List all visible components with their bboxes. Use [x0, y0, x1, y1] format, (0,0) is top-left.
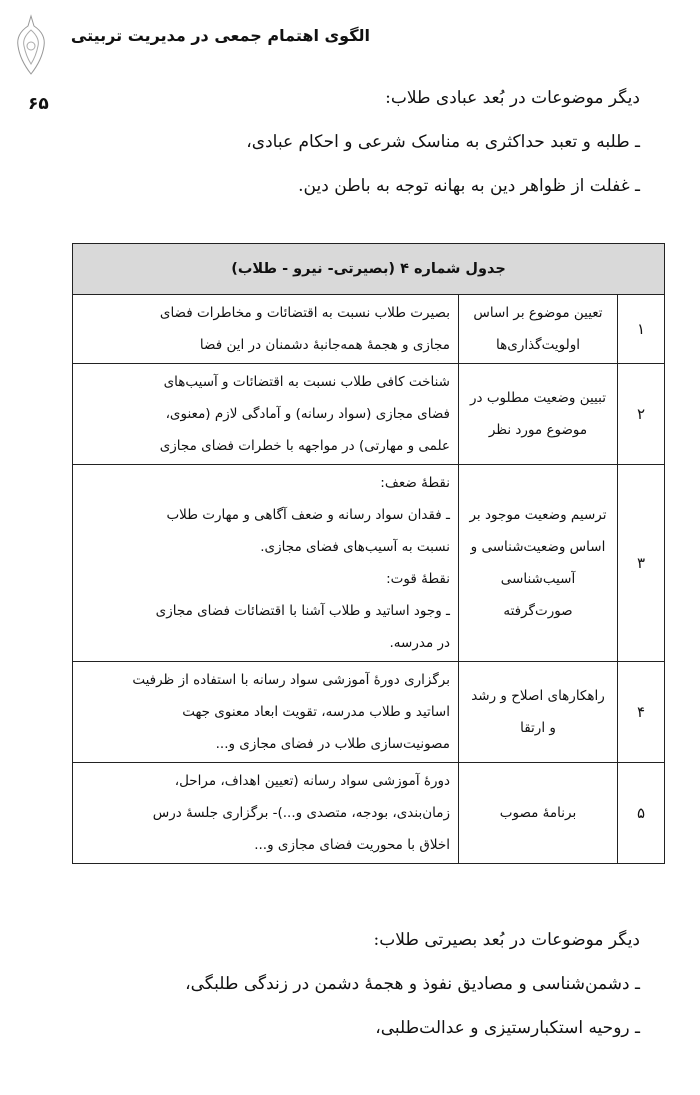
table-row: [73, 364, 665, 465]
description-line: ـ فقدان سواد رسانه و ضعف آگاهی و مهارت طلاب: [166, 507, 450, 523]
description-line: نقطهٔ قوت:: [386, 571, 450, 587]
description-line: اخلاق با محوریت فضای مجازی و...: [254, 837, 450, 853]
description-line: دورهٔ آموزشی سواد رسانه (تعیین اهداف، مراحل،: [174, 773, 450, 789]
topic-line: برنامهٔ مصوب: [499, 805, 577, 821]
row-description: [73, 364, 459, 465]
description-line: نقطهٔ ضعف:: [380, 475, 450, 491]
topic-line: موضوع مورد نظر: [488, 422, 588, 438]
topic-line: صورت‌گرفته: [503, 603, 573, 619]
intro-item: ـ غفلت از ظواهر دین به بهانه توجه به باطن دین.: [298, 176, 640, 196]
description-line: مجازی و هجمهٔ همه‌جانبهٔ دشمنان در این فضا: [199, 337, 450, 353]
outro-item: ـ دشمن‌شناسی و مصادیق نفوذ و هجمهٔ دشمن در زندگی طلبگی،: [185, 974, 640, 994]
table-row: [73, 763, 665, 864]
row-number: ۳: [618, 465, 665, 662]
description-line: ـ وجود اساتید و طلاب آشنا با اقتضائات فضای مجازی: [155, 603, 450, 619]
row-topic: [459, 465, 618, 662]
table-row: [73, 662, 665, 763]
page-number: ۶۵: [28, 94, 49, 114]
description-line: نسبت به آسیب‌های فضای مجازی.: [260, 539, 450, 555]
row-topic: [459, 662, 618, 763]
row-description: [73, 295, 459, 364]
row-topic: [459, 295, 618, 364]
topic-line: ترسیم وضعیت موجود بر: [469, 507, 607, 523]
topic-line: راهکارهای اصلاح و رشد: [471, 688, 605, 704]
description-line: برگزاری دورهٔ آموزشی سواد رسانه با استفاده از ظرفیت: [132, 672, 450, 688]
row-number: ۲: [618, 364, 665, 465]
row-topic: [459, 364, 618, 465]
topic-line: تبیین وضعیت مطلوب در: [470, 390, 606, 406]
description-line: بصیرت طلاب نسبت به اقتضائات و مخاطرات فضای: [159, 305, 450, 321]
description-line: مصونیت‌سازی طلاب در فضای مجازی و...: [215, 736, 450, 752]
data-table: [72, 243, 665, 864]
outro-heading: دیگر موضوعات در بُعد بصیرتی طلاب:: [373, 930, 640, 950]
topic-line: اولویت‌گذاری‌ها: [496, 337, 580, 353]
row-description: [73, 662, 459, 763]
topic-line: اساس وضعیت‌شناسی و: [470, 539, 606, 555]
intro-item: ـ طلبه و تعبد حداکثری به مناسک شرعی و احکام عبادی،: [246, 132, 640, 152]
table-row: [73, 465, 665, 662]
row-description: [73, 763, 459, 864]
table-title: جدول شماره ۴ (بصیرتی- نیرو - طلاب): [73, 244, 665, 295]
description-line: در مدرسه.: [389, 635, 450, 651]
row-number: ۵: [618, 763, 665, 864]
description-line: اساتید و طلاب مدرسه، تقویت ابعاد معنوی جهت: [182, 704, 450, 720]
topic-line: و ارتقا: [520, 720, 556, 736]
description-line: زمان‌بندی، بودجه، متصدی و...)- برگزاری جلسهٔ درس: [152, 805, 450, 821]
outro-item: ـ روحیه استکبارستیزی و عدالت‌طلبی،: [375, 1018, 640, 1038]
table-row: [73, 295, 665, 364]
row-number: ۱: [618, 295, 665, 364]
topic-line: آسیب‌شناسی: [500, 571, 576, 587]
row-topic: [459, 763, 618, 864]
ornament-icon: [14, 14, 48, 76]
row-number: ۴: [618, 662, 665, 763]
description-line: علمی و مهارتی) در مواجهه با خطرات فضای مجازی: [159, 438, 450, 454]
running-title: الگوی اهتمام جمعی در مدیریت تربیتی: [70, 26, 370, 45]
topic-line: تعیین موضوع بر اساس: [473, 305, 603, 321]
row-description: [73, 465, 459, 662]
description-line: شناخت کافی طلاب نسبت به اقتضائات و آسیب‌های: [163, 374, 450, 390]
intro-heading: دیگر موضوعات در بُعد عبادی طلاب:: [385, 88, 640, 108]
description-line: فضای مجازی (سواد رسانه) و آمادگی لازم (معنوی،: [165, 406, 450, 422]
